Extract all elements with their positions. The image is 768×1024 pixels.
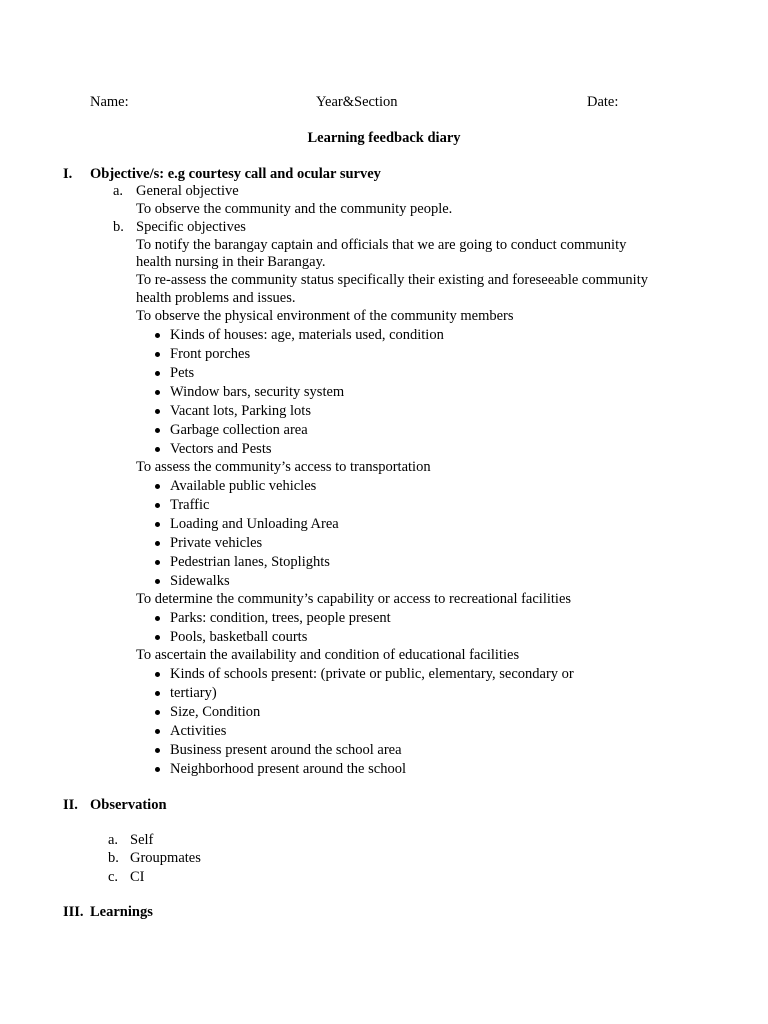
bullet-icon — [155, 710, 160, 715]
section-1-heading: Objective/s: e.g courtesy call and ocular survey — [90, 166, 381, 182]
section-2-heading: Observation — [90, 797, 167, 813]
list-item: Business present around the school area — [170, 742, 402, 758]
bullet-icon — [155, 635, 160, 640]
list-item: Window bars, security system — [170, 384, 345, 400]
objective-notify-line1: To notify the barangay captain and officials that we are going to conduct community — [136, 237, 627, 253]
bullet-icon — [155, 560, 160, 565]
list-item: tertiary) — [170, 685, 217, 701]
list-item: Traffic — [170, 497, 210, 513]
section-3-heading: Learnings — [90, 904, 153, 920]
section-3-numeral: III. — [63, 904, 84, 920]
list-item: Activities — [170, 723, 227, 739]
bullet-icon — [155, 691, 160, 696]
bullet-icon — [155, 484, 160, 489]
list-item: Pets — [170, 365, 195, 381]
name-label: Name: — [90, 94, 129, 110]
list-item: Front porches — [170, 346, 251, 362]
list-item: Size, Condition — [170, 704, 261, 720]
transportation-heading: To assess the community’s access to transportation — [136, 459, 431, 475]
date-label: Date: — [587, 94, 619, 110]
bullet-icon — [155, 503, 160, 508]
list-item: Parks: condition, trees, people present — [170, 610, 391, 626]
list-item: Vectors and Pests — [170, 441, 272, 457]
bullet-icon — [155, 616, 160, 621]
objective-reassess-line2: health problems and issues. — [136, 290, 296, 306]
item-b-marker: b. — [113, 219, 124, 235]
physical-environment-heading: To observe the physical environment of the community members — [136, 308, 514, 324]
general-objective-text: To observe the community and the community people. — [136, 201, 453, 217]
observation-item-groupmates: Groupmates — [130, 850, 201, 866]
bullet-icon — [155, 333, 160, 338]
bullet-icon — [155, 767, 160, 772]
bullet-icon — [155, 672, 160, 677]
section-2-numeral: II. — [63, 797, 78, 813]
observation-item-ci: CI — [130, 869, 145, 885]
bullet-icon — [155, 541, 160, 546]
list-item: Loading and Unloading Area — [170, 516, 339, 532]
item-a-marker: a. — [113, 183, 124, 199]
section-1-numeral: I. — [63, 166, 73, 182]
bullet-icon — [155, 447, 160, 452]
document-title: Learning feedback diary — [307, 130, 461, 146]
list-item: Private vehicles — [170, 535, 263, 551]
observation-item-marker: a. — [108, 832, 119, 848]
bullet-icon — [155, 522, 160, 527]
list-item: Pools, basketball courts — [170, 629, 308, 645]
bullet-icon — [155, 352, 160, 357]
bullet-icon — [155, 409, 160, 414]
list-item: Garbage collection area — [170, 422, 308, 438]
objective-reassess-line1: To re-assess the community status specifically their existing and foreseeable community — [136, 272, 648, 288]
list-item: Pedestrian lanes, Stoplights — [170, 554, 330, 570]
list-item: Kinds of houses: age, materials used, condition — [170, 327, 444, 343]
observation-item-marker: b. — [108, 850, 119, 866]
general-objective-label: General objective — [136, 183, 239, 199]
list-item: Neighborhood present around the school — [170, 761, 406, 777]
observation-item-marker: c. — [108, 869, 119, 885]
list-item: Vacant lots, Parking lots — [170, 403, 311, 419]
recreational-heading: To determine the community’s capability or access to recreational facilities — [136, 591, 572, 607]
bullet-icon — [155, 428, 160, 433]
bullet-icon — [155, 579, 160, 584]
list-item: Kinds of schools present: (private or public, elementary, secondary or — [170, 666, 574, 682]
list-item: Available public vehicles — [170, 478, 317, 494]
bullet-icon — [155, 371, 160, 376]
bullet-icon — [155, 729, 160, 734]
objective-notify-line2: health nursing in their Barangay. — [136, 254, 326, 270]
educational-heading: To ascertain the availability and condition of educational facilities — [136, 647, 520, 663]
specific-objectives-label: Specific objectives — [136, 219, 246, 235]
bullet-icon — [155, 748, 160, 753]
year-section-label: Year&Section — [316, 94, 398, 110]
bullet-icon — [155, 390, 160, 395]
observation-item-self: Self — [130, 832, 154, 848]
list-item: Sidewalks — [170, 573, 230, 589]
